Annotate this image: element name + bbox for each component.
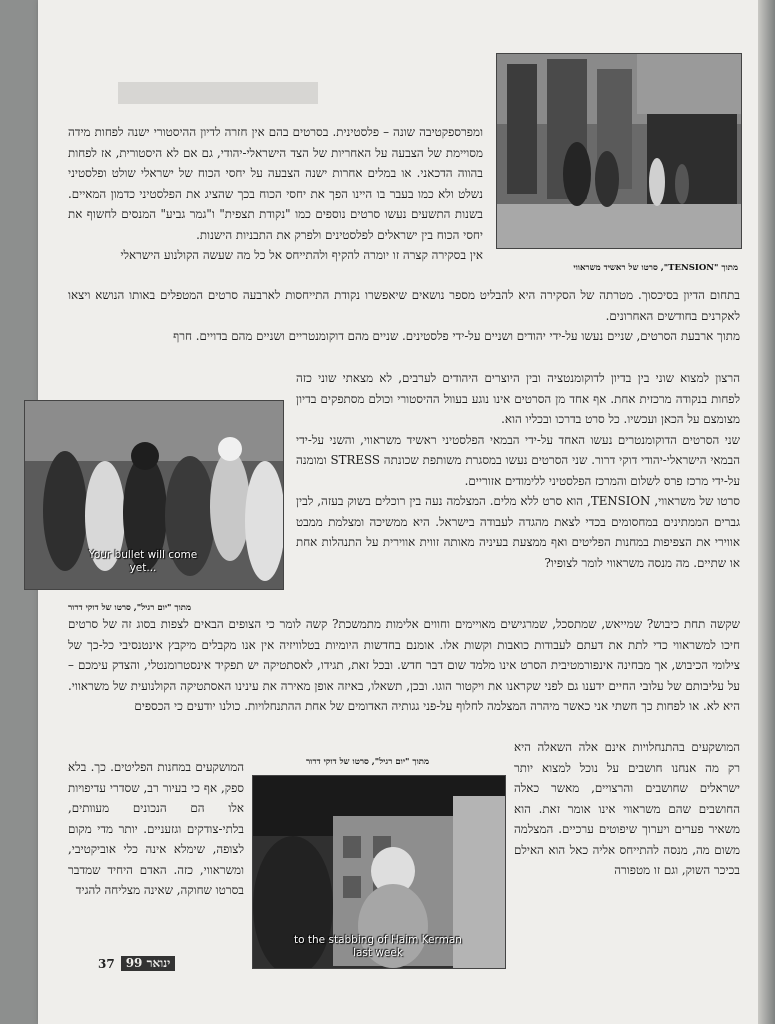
photo1-caption: מתוך "TENSION", סרטו של ראשיד משראווי xyxy=(573,263,738,273)
paragraph-2-rest: בתחום הדיון בסיכסוך. מטרתה של הסקירה היא להבליט מספר נושאים שיאפשרו נקודת התייחסות לארבעה סרטים המטפלים באותו הנושא ויצאו לאקרנים בחודשים האחרונים. xyxy=(68,288,740,323)
article-column-right xyxy=(514,737,740,881)
paragraph-1-text: ומפרספקטיבה שונה – פלסטינית. בסרטים בהם אין חזרה לדיון ההיסטורי ישנה לפחות מידה מסויימת של הצבעה על האחריות של הצד הישראלי-יהודי, גם אם לא היסטורית, אז לפחות בהווה הדכאני. או במלים אחרות ישנה הצבעה על יחסי הכוח של ישראלי שולט ופלסטיני נשלט ולא כמו בעבר בו היינו הפך את יחסי הכוח בכך שהציג את הפלסטיני כדמון המאיים. בשנות התשעים נעשו סרטים נוספים כמו "נקודת תצפית" ו"גמר גביע" המנסים לחשוף את יחסי הכוח בין ישראלים לפלסטינים ולפרק את התבניות הישנות. xyxy=(68,125,483,242)
column-right-text: המושקעים בהתנחלויות אינם אלה השאלה היא רק מה אנחנו חושבים על נוכל למצוא יותר ישראלים שחושבים והרצויים, מאשר כאלה החושבים שהם משראווי אינו אומר זאת. הוא משאיר פערים ויערוך שיפוטים ערכיים. המצלמה משום מה, מנסה להתייחס אליה כאל הוא האילם בכיכר השוק, וגם זו מטפורה xyxy=(514,740,740,877)
street-scene-image xyxy=(497,54,741,248)
article-paragraph-2 xyxy=(68,285,740,347)
issue-label: ינואר 99 xyxy=(121,956,176,971)
paragraph-5-narrow: סרטו של משראווי, TENSION, הוא סרט ללא מלים. המצלמה נעה בין רוכלים בשוק בעזה, לבין גברים הממתינים במחסומים בכדי לצאת מהגדה לעבודה בישראל. היא ממשיכה ומצלמת ממבט אווירי את הצפיפות במחנות הפליטים ואף ממצעת בעיניה מאותה זווית אווירית על התנהלות אחת או שתיים. מה מנסה משראווי לומר לצופיו? xyxy=(296,494,740,570)
photo-ordinary-day-car xyxy=(252,775,506,969)
magazine-page xyxy=(38,0,758,1024)
article-paragraph-1 xyxy=(68,122,483,266)
paragraph-5-wide: שקשה תחת כיבוש? שמייאש, שמתסכל, שמרגישים מאויימים וחווים אלימות מתמשכת? קשה לומר כי הצופים הבאים לצפות בסוג זה של סרטים חיכו למשראווי כדי לתת את דעתם לעבודות כואבות וקשות אלו. אומנם בחדשות היומיות בטלוויזיה אין אנו מקבלים מיקבץ אינטנסיבי כל-כך של צילומי הכיבוש, אך מבחינה אינפורמטיבית הסרט אינו מלמד שום דבר חדש. ובכל זאת, תגידו, לאסתטיקה יש תפקיד אינסטרומנטלי, והצדק עימכם – על עליבותם של עלובי החיים ידענו גם לפני שקראנו את ויקטור הוגו. ובכן, תשאלו, באיזה אופן מאירה את עינינו האסתטיקה הקולנועית של משראווי. היא לא. או לפחות כך חשתי אני כאשר מיהרה המצלמה לחלוף על-פני גגותיה האדומים של אחת ההתנחלויות. כולנו יודעים כי הכספים xyxy=(68,617,740,713)
page-edge-shadow xyxy=(758,0,775,1024)
paragraph-3-narrow: הרצון למצוא שוני בין בדיון לדוקומנטציה ובין היוצרים היהודים לערבים, לא מצאתי שוני כזה לפחות בנקודה מרכזית אחת. אף אחד מן הסרטים אינו נוגע בעוול ההיסטורי וכולם מסתפקים בדיון מצומצם על הכאן ועכשיו. כל סרט בדרכו ובכליו הוא. xyxy=(296,371,740,426)
paragraph-3-wide: מתוך ארבעת הסרטים, שניים נעשו על-ידי יהודים ושניים על-ידי פלסטינים. שניים מהם דוקומנטריים ושניים מהם בדויים. חרף xyxy=(173,329,740,343)
photo3-subtitle: to the stabbing of Haim Kerman last week xyxy=(294,934,462,959)
page-footer xyxy=(98,956,175,971)
photo2-caption: מתוך "יום רגיל", סרטו של דוקי דרור xyxy=(68,603,192,613)
paragraph-4-text: שני הסרטים הדוקומנטרים נעשו האחד על-ידי הבמאי הפלסטיני ראשיד משראווי, והשני על-ידי הבמאי הישראלי-יהודי דוקי דרור. שני הסרטים נעשו במסגרת משותפת שכונתה STRESS ומומנה על-ידי מרכז פרס לשלום והמרכז הפלסטיני ללימודים אזוריים. xyxy=(296,432,740,488)
photo3-caption: מתוך "יום רגיל", סרטו של דוקי דרור xyxy=(306,757,430,767)
photo-ordinary-day-crowd xyxy=(24,400,284,590)
column-left-text: המושקעים במחנות הפליטים. כך. בלא ספק, אף כי בעיור רב, שסדרי עדיפויות אלו הם הנכונים מעוותים, בלתי-צודקים וגזעניים. יותר מדי מקום לצופה, שימלא אינה כלי אוביקטיבי, ומשראווי, כזה. האדם היחיד שמדבר בסרטו שחוקה, שאינה מצליחה להגיד xyxy=(68,760,244,897)
paragraph-2-start: אין בסקירה קצרה זו יומרה להקיף ולהתייחס אל כל מה שעשה הקולנוע הישראלי xyxy=(120,248,483,262)
header-decoration xyxy=(118,82,318,104)
article-paragraph-3 xyxy=(296,368,740,573)
page-number: 37 xyxy=(98,956,115,971)
photo-tension-street xyxy=(496,53,742,249)
article-paragraph-5 xyxy=(68,614,740,717)
photo2-subtitle: Your bullet will come yet... xyxy=(88,549,198,574)
article-column-left xyxy=(68,757,244,901)
